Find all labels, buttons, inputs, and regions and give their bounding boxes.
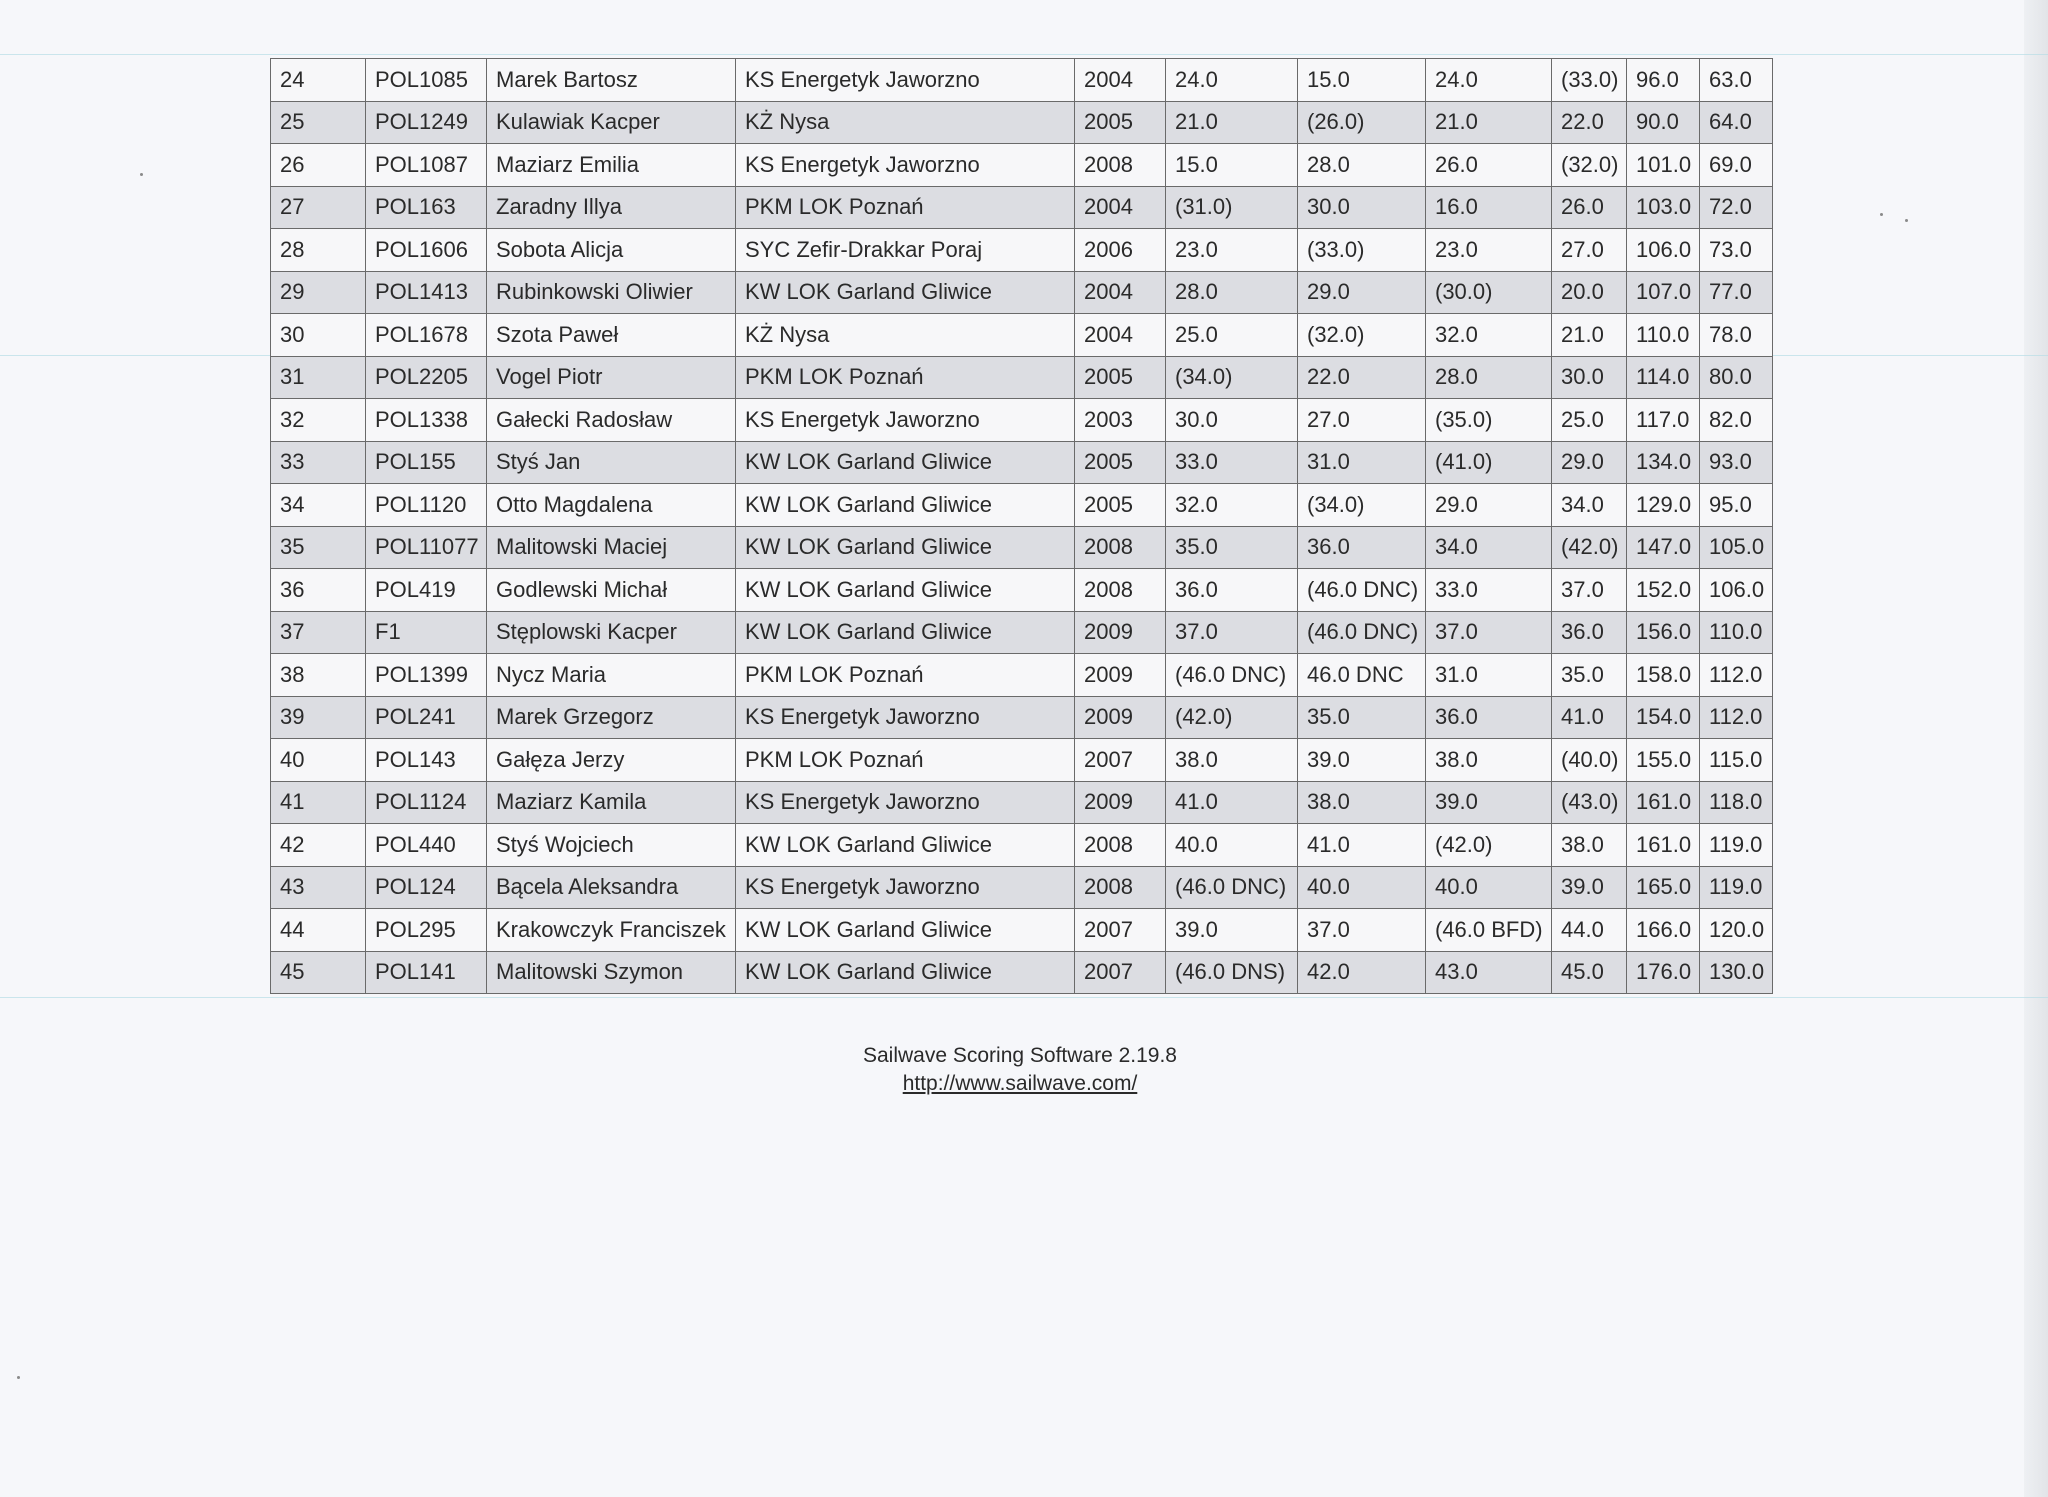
race-4-cell: 20.0	[1552, 271, 1627, 314]
nett-cell: 72.0	[1700, 186, 1773, 229]
table-row	[271, 654, 1773, 697]
race-3-cell: 31.0	[1426, 654, 1552, 697]
race-3-cell: 43.0	[1426, 951, 1552, 994]
nett-cell: 112.0	[1700, 696, 1773, 739]
helm-name-cell: Styś Wojciech	[487, 824, 736, 867]
scan-speck	[140, 173, 143, 176]
table-row	[271, 526, 1773, 569]
club-cell: KW LOK Garland Gliwice	[736, 824, 1075, 867]
club-cell: PKM LOK Poznań	[736, 186, 1075, 229]
club-cell: KW LOK Garland Gliwice	[736, 951, 1075, 994]
helm-name-cell: Vogel Piotr	[487, 356, 736, 399]
total-cell: 96.0	[1627, 59, 1700, 102]
nett-cell: 80.0	[1700, 356, 1773, 399]
year-cell: 2009	[1075, 696, 1166, 739]
year-cell: 2008	[1075, 526, 1166, 569]
race-1-cell: 36.0	[1166, 569, 1298, 612]
sail-no-cell: POL2205	[366, 356, 487, 399]
sail-no-cell: POL1087	[366, 144, 487, 187]
club-cell: PKM LOK Poznań	[736, 654, 1075, 697]
race-2-cell: 28.0	[1298, 144, 1426, 187]
year-cell: 2005	[1075, 441, 1166, 484]
year-cell: 2003	[1075, 399, 1166, 442]
place-cell: 24	[271, 59, 366, 102]
race-2-cell: 35.0	[1298, 696, 1426, 739]
total-cell: 154.0	[1627, 696, 1700, 739]
sail-no-cell: POL1120	[366, 484, 487, 527]
table-row	[271, 229, 1773, 272]
race-3-cell: 29.0	[1426, 484, 1552, 527]
table-row	[271, 314, 1773, 357]
nett-cell: 119.0	[1700, 866, 1773, 909]
nett-cell: 119.0	[1700, 824, 1773, 867]
club-cell: KŻ Nysa	[736, 101, 1075, 144]
sail-no-cell: POL1338	[366, 399, 487, 442]
place-cell: 33	[271, 441, 366, 484]
total-cell: 114.0	[1627, 356, 1700, 399]
sail-no-cell: F1	[366, 611, 487, 654]
scan-speck	[1905, 219, 1908, 222]
helm-name-cell: Bącela Aleksandra	[487, 866, 736, 909]
race-2-cell: (34.0)	[1298, 484, 1426, 527]
year-cell: 2004	[1075, 314, 1166, 357]
race-2-cell: 31.0	[1298, 441, 1426, 484]
race-3-cell: 37.0	[1426, 611, 1552, 654]
nett-cell: 106.0	[1700, 569, 1773, 612]
sail-no-cell: POL155	[366, 441, 487, 484]
race-3-cell: (41.0)	[1426, 441, 1552, 484]
total-cell: 117.0	[1627, 399, 1700, 442]
table-row	[271, 569, 1773, 612]
race-3-cell: 38.0	[1426, 739, 1552, 782]
race-4-cell: 39.0	[1552, 866, 1627, 909]
sail-no-cell: POL1249	[366, 101, 487, 144]
place-cell: 41	[271, 781, 366, 824]
race-4-cell: 22.0	[1552, 101, 1627, 144]
total-cell: 152.0	[1627, 569, 1700, 612]
race-3-cell: (42.0)	[1426, 824, 1552, 867]
race-1-cell: (46.0 DNC)	[1166, 866, 1298, 909]
nett-cell: 118.0	[1700, 781, 1773, 824]
sail-no-cell: POL1413	[366, 271, 487, 314]
place-cell: 30	[271, 314, 366, 357]
race-3-cell: (46.0 BFD)	[1426, 909, 1552, 952]
race-4-cell: 35.0	[1552, 654, 1627, 697]
nett-cell: 110.0	[1700, 611, 1773, 654]
results-body	[271, 59, 1773, 994]
race-1-cell: (46.0 DNS)	[1166, 951, 1298, 994]
race-3-cell: 40.0	[1426, 866, 1552, 909]
race-1-cell: 38.0	[1166, 739, 1298, 782]
nett-cell: 73.0	[1700, 229, 1773, 272]
helm-name-cell: Marek Grzegorz	[487, 696, 736, 739]
club-cell: PKM LOK Poznań	[736, 356, 1075, 399]
year-cell: 2008	[1075, 569, 1166, 612]
table-row	[271, 781, 1773, 824]
race-1-cell: 33.0	[1166, 441, 1298, 484]
table-row	[271, 909, 1773, 952]
year-cell: 2009	[1075, 781, 1166, 824]
year-cell: 2004	[1075, 271, 1166, 314]
race-4-cell: 45.0	[1552, 951, 1627, 994]
scan-speck	[1880, 213, 1883, 216]
sail-no-cell: POL124	[366, 866, 487, 909]
race-3-cell: 39.0	[1426, 781, 1552, 824]
sail-no-cell: POL419	[366, 569, 487, 612]
race-1-cell: (34.0)	[1166, 356, 1298, 399]
club-cell: KS Energetyk Jaworzno	[736, 144, 1075, 187]
helm-name-cell: Zaradny Illya	[487, 186, 736, 229]
place-cell: 38	[271, 654, 366, 697]
race-2-cell: 15.0	[1298, 59, 1426, 102]
race-1-cell: 30.0	[1166, 399, 1298, 442]
race-2-cell: 39.0	[1298, 739, 1426, 782]
total-cell: 155.0	[1627, 739, 1700, 782]
helm-name-cell: Krakowczyk Franciszek	[487, 909, 736, 952]
race-4-cell: 41.0	[1552, 696, 1627, 739]
sail-no-cell: POL241	[366, 696, 487, 739]
race-1-cell: 39.0	[1166, 909, 1298, 952]
nett-cell: 105.0	[1700, 526, 1773, 569]
race-4-cell: 30.0	[1552, 356, 1627, 399]
nett-cell: 82.0	[1700, 399, 1773, 442]
club-cell: KS Energetyk Jaworzno	[736, 59, 1075, 102]
race-3-cell: 23.0	[1426, 229, 1552, 272]
race-2-cell: 30.0	[1298, 186, 1426, 229]
table-row	[271, 866, 1773, 909]
place-cell: 32	[271, 399, 366, 442]
nett-cell: 115.0	[1700, 739, 1773, 782]
total-cell: 165.0	[1627, 866, 1700, 909]
race-2-cell: 22.0	[1298, 356, 1426, 399]
race-3-cell: 36.0	[1426, 696, 1552, 739]
total-cell: 147.0	[1627, 526, 1700, 569]
scan-line	[0, 997, 2048, 998]
race-2-cell: (46.0 DNC)	[1298, 611, 1426, 654]
nett-cell: 64.0	[1700, 101, 1773, 144]
club-cell: KW LOK Garland Gliwice	[736, 569, 1075, 612]
sail-no-cell: POL11077	[366, 526, 487, 569]
helm-name-cell: Styś Jan	[487, 441, 736, 484]
table-row	[271, 739, 1773, 782]
race-1-cell: (31.0)	[1166, 186, 1298, 229]
place-cell: 45	[271, 951, 366, 994]
place-cell: 40	[271, 739, 366, 782]
club-cell: KŻ Nysa	[736, 314, 1075, 357]
race-2-cell: (26.0)	[1298, 101, 1426, 144]
table-row	[271, 101, 1773, 144]
race-1-cell: (46.0 DNC)	[1166, 654, 1298, 697]
race-2-cell: 37.0	[1298, 909, 1426, 952]
race-4-cell: 27.0	[1552, 229, 1627, 272]
race-1-cell: 28.0	[1166, 271, 1298, 314]
race-1-cell: 35.0	[1166, 526, 1298, 569]
race-2-cell: 46.0 DNC	[1298, 654, 1426, 697]
race-3-cell: 33.0	[1426, 569, 1552, 612]
helm-name-cell: Stęplowski Kacper	[487, 611, 736, 654]
total-cell: 107.0	[1627, 271, 1700, 314]
place-cell: 44	[271, 909, 366, 952]
club-cell: KW LOK Garland Gliwice	[736, 441, 1075, 484]
place-cell: 26	[271, 144, 366, 187]
race-2-cell: 36.0	[1298, 526, 1426, 569]
race-1-cell: 21.0	[1166, 101, 1298, 144]
total-cell: 161.0	[1627, 781, 1700, 824]
place-cell: 37	[271, 611, 366, 654]
footer-url-link[interactable]: http://www.sailwave.com/	[902, 1072, 1138, 1095]
race-1-cell: 37.0	[1166, 611, 1298, 654]
total-cell: 90.0	[1627, 101, 1700, 144]
nett-cell: 112.0	[1700, 654, 1773, 697]
total-cell: 156.0	[1627, 611, 1700, 654]
table-row	[271, 186, 1773, 229]
page-edge-shadow	[2024, 0, 2048, 1497]
race-2-cell: (32.0)	[1298, 314, 1426, 357]
club-cell: PKM LOK Poznań	[736, 739, 1075, 782]
race-4-cell: 29.0	[1552, 441, 1627, 484]
race-1-cell: (42.0)	[1166, 696, 1298, 739]
year-cell: 2009	[1075, 611, 1166, 654]
sail-no-cell: POL141	[366, 951, 487, 994]
table-row	[271, 59, 1773, 102]
sail-no-cell: POL143	[366, 739, 487, 782]
year-cell: 2005	[1075, 484, 1166, 527]
table-row	[271, 696, 1773, 739]
helm-name-cell: Szota Paweł	[487, 314, 736, 357]
total-cell: 134.0	[1627, 441, 1700, 484]
year-cell: 2005	[1075, 101, 1166, 144]
table-row	[271, 441, 1773, 484]
race-2-cell: (33.0)	[1298, 229, 1426, 272]
nett-cell: 78.0	[1700, 314, 1773, 357]
nett-cell: 69.0	[1700, 144, 1773, 187]
year-cell: 2007	[1075, 909, 1166, 952]
club-cell: KW LOK Garland Gliwice	[736, 484, 1075, 527]
race-1-cell: 15.0	[1166, 144, 1298, 187]
table-row	[271, 824, 1773, 867]
race-4-cell: 26.0	[1552, 186, 1627, 229]
race-4-cell: 38.0	[1552, 824, 1627, 867]
helm-name-cell: Marek Bartosz	[487, 59, 736, 102]
table-row	[271, 611, 1773, 654]
total-cell: 166.0	[1627, 909, 1700, 952]
race-1-cell: 32.0	[1166, 484, 1298, 527]
total-cell: 176.0	[1627, 951, 1700, 994]
table-row	[271, 484, 1773, 527]
scan-speck	[17, 1376, 20, 1379]
year-cell: 2004	[1075, 59, 1166, 102]
helm-name-cell: Malitowski Maciej	[487, 526, 736, 569]
race-1-cell: 40.0	[1166, 824, 1298, 867]
total-cell: 129.0	[1627, 484, 1700, 527]
year-cell: 2008	[1075, 144, 1166, 187]
race-3-cell: 16.0	[1426, 186, 1552, 229]
club-cell: KS Energetyk Jaworzno	[736, 781, 1075, 824]
total-cell: 106.0	[1627, 229, 1700, 272]
helm-name-cell: Maziarz Emilia	[487, 144, 736, 187]
club-cell: SYC Zefir-Drakkar Poraj	[736, 229, 1075, 272]
nett-cell: 130.0	[1700, 951, 1773, 994]
year-cell: 2008	[1075, 866, 1166, 909]
club-cell: KS Energetyk Jaworzno	[736, 866, 1075, 909]
helm-name-cell: Gałęza Jerzy	[487, 739, 736, 782]
race-1-cell: 23.0	[1166, 229, 1298, 272]
total-cell: 103.0	[1627, 186, 1700, 229]
race-3-cell: 28.0	[1426, 356, 1552, 399]
sail-no-cell: POL163	[366, 186, 487, 229]
place-cell: 43	[271, 866, 366, 909]
place-cell: 34	[271, 484, 366, 527]
race-4-cell: (40.0)	[1552, 739, 1627, 782]
race-3-cell: (30.0)	[1426, 271, 1552, 314]
sail-no-cell: POL1678	[366, 314, 487, 357]
total-cell: 110.0	[1627, 314, 1700, 357]
footer-software: Sailwave Scoring Software 2.19.8	[862, 1044, 1177, 1067]
club-cell: KS Energetyk Jaworzno	[736, 399, 1075, 442]
table-row	[271, 144, 1773, 187]
place-cell: 42	[271, 824, 366, 867]
race-4-cell: 37.0	[1552, 569, 1627, 612]
club-cell: KW LOK Garland Gliwice	[736, 611, 1075, 654]
table-row	[271, 356, 1773, 399]
table-row	[271, 951, 1773, 994]
race-3-cell: 24.0	[1426, 59, 1552, 102]
helm-name-cell: Rubinkowski Oliwier	[487, 271, 736, 314]
sail-no-cell: POL1124	[366, 781, 487, 824]
sail-no-cell: POL1606	[366, 229, 487, 272]
helm-name-cell: Malitowski Szymon	[487, 951, 736, 994]
race-4-cell: (42.0)	[1552, 526, 1627, 569]
nett-cell: 95.0	[1700, 484, 1773, 527]
total-cell: 158.0	[1627, 654, 1700, 697]
race-2-cell: 41.0	[1298, 824, 1426, 867]
nett-cell: 120.0	[1700, 909, 1773, 952]
race-2-cell: 38.0	[1298, 781, 1426, 824]
helm-name-cell: Godlewski Michał	[487, 569, 736, 612]
race-2-cell: 42.0	[1298, 951, 1426, 994]
year-cell: 2007	[1075, 739, 1166, 782]
race-4-cell: 34.0	[1552, 484, 1627, 527]
race-1-cell: 24.0	[1166, 59, 1298, 102]
place-cell: 27	[271, 186, 366, 229]
place-cell: 25	[271, 101, 366, 144]
results-table	[270, 58, 1773, 994]
helm-name-cell: Sobota Alicja	[487, 229, 736, 272]
club-cell: KW LOK Garland Gliwice	[736, 526, 1075, 569]
race-2-cell: 40.0	[1298, 866, 1426, 909]
place-cell: 28	[271, 229, 366, 272]
place-cell: 29	[271, 271, 366, 314]
year-cell: 2008	[1075, 824, 1166, 867]
race-4-cell: 25.0	[1552, 399, 1627, 442]
place-cell: 36	[271, 569, 366, 612]
race-1-cell: 25.0	[1166, 314, 1298, 357]
sail-no-cell: POL1085	[366, 59, 487, 102]
place-cell: 35	[271, 526, 366, 569]
table-row	[271, 271, 1773, 314]
year-cell: 2009	[1075, 654, 1166, 697]
race-1-cell: 41.0	[1166, 781, 1298, 824]
total-cell: 161.0	[1627, 824, 1700, 867]
race-3-cell: 26.0	[1426, 144, 1552, 187]
race-2-cell: 27.0	[1298, 399, 1426, 442]
sail-no-cell: POL1399	[366, 654, 487, 697]
sail-no-cell: POL295	[366, 909, 487, 952]
race-3-cell: 21.0	[1426, 101, 1552, 144]
year-cell: 2006	[1075, 229, 1166, 272]
table-row	[271, 399, 1773, 442]
helm-name-cell: Maziarz Kamila	[487, 781, 736, 824]
year-cell: 2004	[1075, 186, 1166, 229]
nett-cell: 93.0	[1700, 441, 1773, 484]
race-4-cell: (43.0)	[1552, 781, 1627, 824]
helm-name-cell: Kulawiak Kacper	[487, 101, 736, 144]
place-cell: 39	[271, 696, 366, 739]
race-4-cell: (32.0)	[1552, 144, 1627, 187]
total-cell: 101.0	[1627, 144, 1700, 187]
club-cell: KW LOK Garland Gliwice	[736, 271, 1075, 314]
race-4-cell: 36.0	[1552, 611, 1627, 654]
race-3-cell: 34.0	[1426, 526, 1552, 569]
club-cell: KW LOK Garland Gliwice	[736, 909, 1075, 952]
helm-name-cell: Otto Magdalena	[487, 484, 736, 527]
race-4-cell: 21.0	[1552, 314, 1627, 357]
scan-line	[0, 54, 2048, 55]
sail-no-cell: POL440	[366, 824, 487, 867]
helm-name-cell: Nycz Maria	[487, 654, 736, 697]
club-cell: KS Energetyk Jaworzno	[736, 696, 1075, 739]
nett-cell: 63.0	[1700, 59, 1773, 102]
race-2-cell: (46.0 DNC)	[1298, 569, 1426, 612]
race-2-cell: 29.0	[1298, 271, 1426, 314]
race-3-cell: (35.0)	[1426, 399, 1552, 442]
year-cell: 2005	[1075, 356, 1166, 399]
race-3-cell: 32.0	[1426, 314, 1552, 357]
nett-cell: 77.0	[1700, 271, 1773, 314]
race-4-cell: 44.0	[1552, 909, 1627, 952]
year-cell: 2007	[1075, 951, 1166, 994]
place-cell: 31	[271, 356, 366, 399]
race-4-cell: (33.0)	[1552, 59, 1627, 102]
helm-name-cell: Gałecki Radosław	[487, 399, 736, 442]
